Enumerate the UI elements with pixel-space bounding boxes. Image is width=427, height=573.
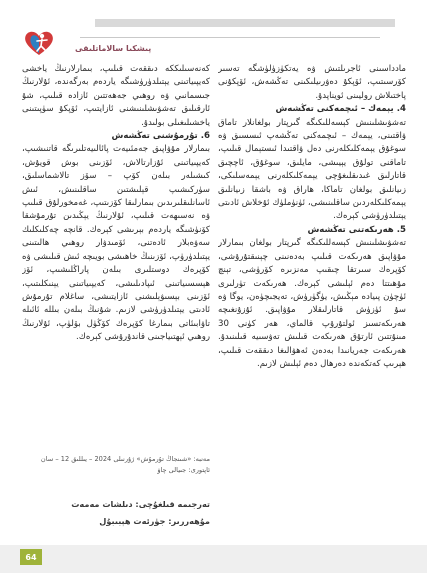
paragraph-intro-right: مادداسىنى ئاجرىلتىش ۋە يەتكۈزۈلۈشگە تەسىر كۆرسىتىپ، ئۆپكۇ دەۋرىيلىكىنى تەڭشەش، ئۆپكۇنى پاختىلاش روليىنى ئويناپدۇ.: [218, 64, 406, 101]
translator-credit: تەرجىمە قىلغۇچى: دىلشات مەمەت: [71, 499, 210, 509]
magazine-title: پىشكىا سالاماتلىقى: [75, 44, 152, 53]
paragraph-section-4: تەشۋىشلىنىش كېسەللىكىگە گىرپتار بولغانلار تاماق ۋاقتىنى، يېمەك – ئىچمەكنى تەڭشەپ ئىسسىق ۋە سوغۇق يېمەكلىكلەرنى دەل ۋاقتىدا ئىستېمال قىلىپ، تاماقنى تولۇق يېيىشى، مايلىق، سوغۇق، ئاچچىق قاتارلىق غىدىقلىغۇچى يېمەكلىكلەرنى يېمەسلىكى، زىيانلىق بولغان تاماكا، ھاراق ۋە باشقا زىيانلىق يېمەكلىكلەردىن ساقلىنىشى، ئۈنۈملۈك ئۇخلاش ئادىتى يېتىلدۈرۈشى كېرەك.: [218, 117, 406, 222]
editor-credit: مۇھەررىر: جۈرئەت ھېبىبۇل: [99, 516, 210, 526]
section-heading-4: 4. يېمەك – ئىچمەكنى تەڭشەش: [275, 104, 406, 115]
article-column-right: [218, 63, 406, 511]
article-credits: [22, 496, 210, 530]
page-number: 64: [20, 549, 42, 565]
paragraph-section-5: تەشۋىشلىنىش كېسەللىكىگە گىرپتار بولغان بىمارلار مۇۋاپىق ھەرىكەت قىلىپ بەدەنىنى چېنىقتۇرۇشى، كۆپرەك سىرتقا چىقىپ مەنزىرە كۆرۈشى، تېنچ مۇھىتتا دەم ئېلىشى كېرەك. ھەرىكەت تۈرلىرى ئۈچۈن پىيادە مېڭىش، يۈگۈرۈش، تەيجىچۈەن، يوگا ۋە سۇ ئۈزۈش قاتارلىقلار مۇۋاپىق. ئۇزۇنغىچە ھەرىكەتسىز ئولتۇرۇپ قالماي، ھەر كۈنى 30 مىنۇتتىن ئارتۇق ھەرىكەت قىلىش تەۋسىيە قىلىنىدۇ. ھەرىكەت جەريانىدا بەدەن ئەھۋالىغا دىققەت قىلىپ، ھېرىپ كەتكەندە دەرھال دەم ئېلىش لازىم.: [218, 238, 406, 369]
section-heading-6: 6. تۇرمۇشنى تەڭشەش: [111, 131, 210, 142]
magazine-logo-icon: [20, 28, 58, 58]
article-column-left: [22, 63, 210, 448]
paragraph-section-6: بىمارلار مۇۋاپىق جەمئىيەت پائالىيەتلىرىگە قاتنىشىپ، كەيپىياتىنى ئۇزارتالاش، ئۆزىنى بوش قويۇش، كىشىلەر بىلەن كۆپ – سۆز تالاشماسلىق، سۈركىشىپ قېلىشتىن ساقلىنىش، ئىش ئاسانلىقلىرىدىن بىمارلىقا كۆزىتىپ، غەمخورلۇق قىلىپ ۋە نەسىھەت قىلىپ، ئۇلارنىڭ يېڭىدىن تۇرمۇشقا كۆنۈشىگە ياردەم بېرىشى كېرەك. قانچە چەكلىكلىك سەۋەبلار ئادەتنى، ئۆمىدۋار روھىي ھالىتىنى يېتىلدۈرۈپ، ئۆزىنىڭ خاھىشى بويىچە ئىش قىلىشى ۋە كۆپرەك دوستلىرى بىلەن پاراڭلىشىپ، ئۆز ھېسسىياتىنى ئىپادىلىشى، كەيپىياتىنى يېنىكلىتىپ، ئۆزىنى بېسىۋېلىشنى ئازايتىشى، ساغلام تۇرمۇش ئادىتى يېتىلدۈرۈشى لازىم. شۇنىڭ بىلەن بىللە ئائىلە تاۋابىئاتى بىمارغا كۆپرەك كۆڭۈل بۆلۈپ، ئۇلارنىڭ روھىي ئېھتىياجىنى قاندۇرۇشى كېرەك.: [22, 144, 210, 343]
footer-bar: [0, 545, 427, 573]
source-footnote: مەنبە: «شىنجاڭ تۇرمۇش» ژۇرنىلى 2024 – يىللىق 12 – سان ئاپتورى: جىيالى چاۋ: [40, 455, 210, 474]
header-rule: [80, 37, 380, 38]
header-bar: [95, 19, 395, 27]
section-heading-5: 5. ھەرىكەتنى تەڭشەش: [307, 224, 406, 235]
paragraph-intro-left: كەنەسىلىككە دىققەت قىلىپ، بىمارلارنىڭ ياخشى كەيپىياتىنى يېتىلدۈرۈشىگە ياردەم بەرگەندە، ئۇلارنىڭ جىسمانىي ۋە روھىي جەھەتتىن ئازادە قىلىپ، شۇ ئارقىلىق تەشۋىشلىنىشنى ئازايتىپ، ئۆپكۇ سۈپىتىنى ياخشىلىغىلى بولىدۇ.: [22, 64, 210, 128]
